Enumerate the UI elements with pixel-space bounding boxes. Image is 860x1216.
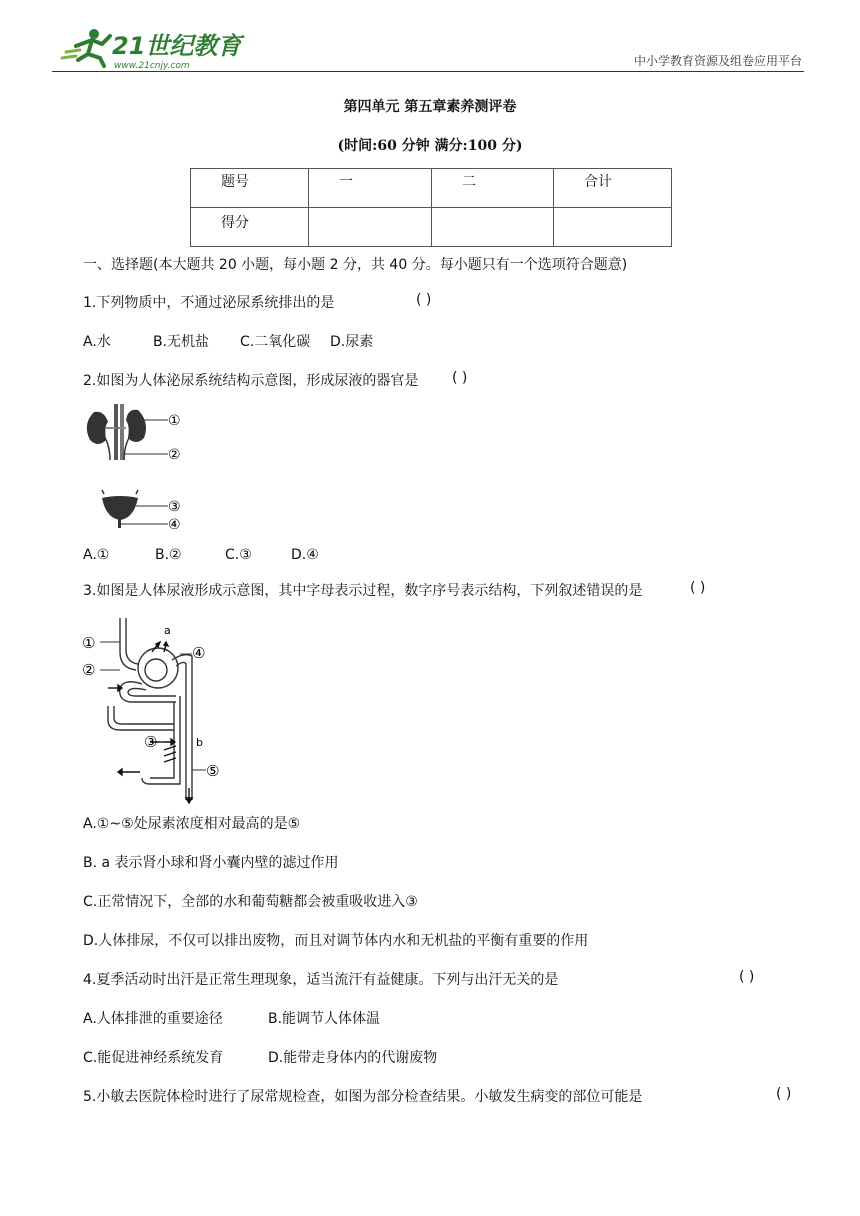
label-3: ③	[144, 733, 158, 751]
option-c: C.能促进神经系统发育	[83, 1050, 224, 1066]
score-input-cell[interactable]	[432, 208, 554, 247]
section-heading: 一、选择题(本大题共 20 小题，每小题 2 分，共 40 分。每小题只有一个选项符合题意)	[83, 257, 628, 273]
score-input-cell[interactable]	[554, 208, 672, 247]
option-d: D.能带走身体内的代谢废物	[268, 1050, 438, 1066]
logo-url: www.21cnjy.com	[114, 61, 190, 71]
platform-name: 中小学教育资源及组卷应用平台	[633, 54, 802, 68]
question-stem: 2.如图为人体泌尿系统结构示意图，形成尿液的器官是	[83, 373, 419, 389]
label-1: ①	[168, 413, 181, 429]
answer-parenthesis: ( )	[776, 1086, 792, 1102]
option-a: A.人体排泄的重要途径	[83, 1011, 223, 1027]
label-3: ③	[168, 499, 181, 515]
label-5: ⑤	[206, 762, 220, 780]
question-stem: 5.小敏去医院体检时进行了尿常规检查，如图为部分检查结果。小敏发生病变的部位可能是	[83, 1089, 643, 1105]
nephron-diagram	[80, 612, 230, 804]
option-c: C.正常情况下，全部的水和葡萄糖都会被重吸收进入③	[83, 894, 418, 910]
logo-text: 21世纪教育	[112, 32, 242, 60]
question-stem: 3.如图是人体尿液形成示意图，其中字母表示过程，数字序号表示结构，下列叙述错误的是	[83, 583, 643, 599]
label-a: a	[164, 624, 171, 637]
option-b: B.无机盐	[153, 334, 210, 350]
option-d: D.④	[291, 547, 319, 563]
label-4: ④	[168, 517, 181, 533]
urinary-system-diagram	[80, 402, 200, 538]
table-header-cell: 二	[462, 174, 476, 190]
table-row	[191, 169, 672, 208]
option-a: A.①	[83, 547, 110, 563]
table-row	[191, 208, 672, 247]
option-c: C.③	[225, 547, 252, 563]
table-header-cell: 一	[339, 174, 353, 190]
score-input-cell[interactable]	[309, 208, 432, 247]
option-d: D.人体排尿，不仅可以排出废物，而且对调节体内水和无机盐的平衡有重要的作用	[83, 933, 589, 949]
option-b: B. a 表示肾小球和肾小囊内壁的滤过作用	[83, 855, 339, 871]
option-b: B.能调节人体体温	[268, 1011, 381, 1027]
label-2: ②	[168, 447, 181, 463]
label-2: ②	[82, 661, 96, 679]
option-c: C.二氧化碳	[240, 334, 311, 350]
runner-icon	[62, 29, 110, 66]
page-subtitle: (时间:60 分钟 满分:100 分)	[337, 138, 523, 154]
option-a: A.①~⑤处尿素浓度相对最高的是⑤	[83, 816, 301, 832]
answer-parenthesis: ( )	[690, 580, 706, 596]
label-1: ①	[82, 634, 96, 652]
table-header-cell: 题号	[221, 174, 249, 190]
label-4: ④	[192, 644, 206, 662]
answer-parenthesis: ( )	[416, 292, 432, 308]
table-header-cell: 合计	[584, 174, 612, 190]
page-title: 第四单元 第五章素养测评卷	[343, 99, 517, 115]
answer-parenthesis: ( )	[739, 969, 755, 985]
table-row-label: 得分	[221, 215, 249, 231]
header-divider	[52, 71, 804, 72]
answer-parenthesis: ( )	[452, 370, 468, 386]
site-logo	[58, 26, 242, 72]
option-b: B.②	[155, 547, 182, 563]
option-a: A.水	[83, 334, 111, 350]
label-b: b	[196, 736, 203, 749]
question-stem: 1.下列物质中，不通过泌尿系统排出的是	[83, 295, 335, 311]
score-table	[190, 168, 672, 247]
question-stem: 4.夏季活动时出汗是正常生理现象，适当流汗有益健康。下列与出汗无关的是	[83, 972, 559, 988]
option-d: D.尿素	[330, 334, 374, 350]
